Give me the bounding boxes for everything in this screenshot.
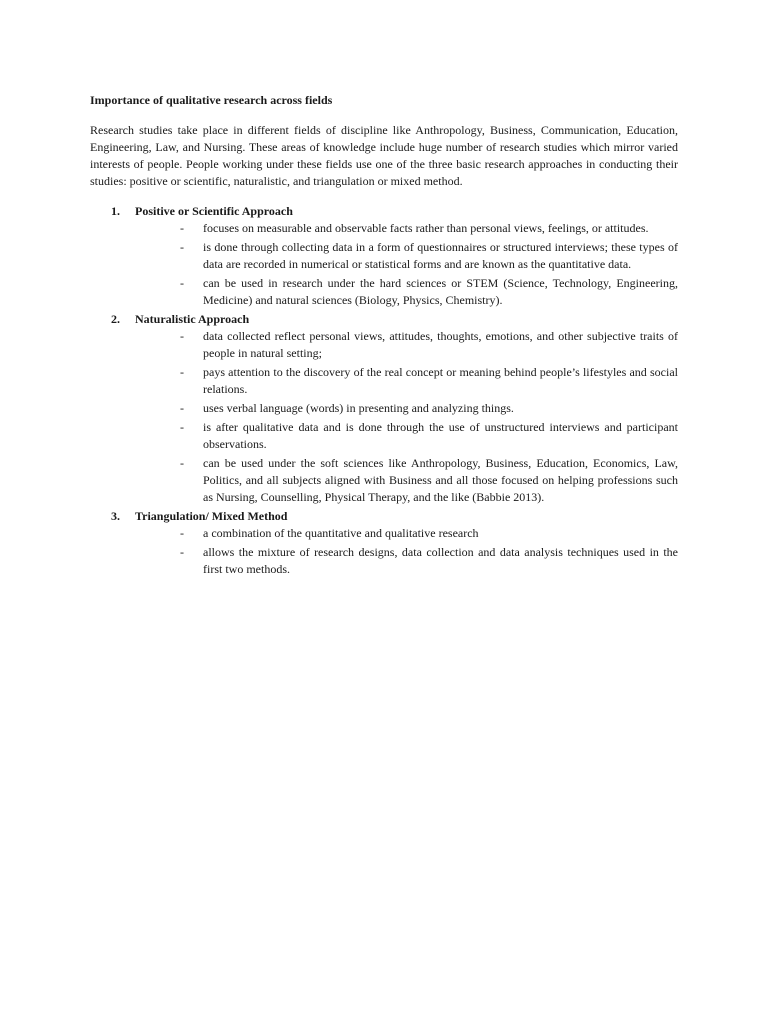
point-text: a combination of the quantitative and qualitative research [203,526,479,540]
section-number: 3. [111,509,120,523]
point-text: allows the mixture of research designs, data collection and data analysis techniques used in the first two methods. [203,545,678,576]
point-list [90,525,678,578]
point-list [90,328,678,506]
list-item [90,525,678,542]
section-title: Naturalistic Approach [135,312,250,326]
dash-bullet: - [180,276,184,290]
document-page [90,92,678,580]
list-item [90,328,678,362]
list-item [90,364,678,398]
dash-bullet: - [180,221,184,235]
section-number: 2. [111,312,120,326]
point-text: focuses on measurable and observable facts rather than personal views, feelings, or attitudes. [203,221,649,235]
approach-list [90,203,678,578]
dash-bullet: - [180,456,184,470]
point-text: uses verbal language (words) in presenting and analyzing things. [203,401,514,415]
list-item [90,455,678,506]
dash-bullet: - [180,329,184,343]
point-text: is after qualitative data and is done through the use of unstructured interviews and participant observations. [203,420,678,451]
dash-bullet: - [180,240,184,254]
section-number: 1. [111,204,120,218]
dash-bullet: - [180,420,184,434]
point-text: pays attention to the discovery of the real concept or meaning behind people’s lifestyles and social relations. [203,365,678,396]
section-triangulation [90,508,678,578]
dash-bullet: - [180,545,184,559]
list-item [90,544,678,578]
dash-bullet: - [180,526,184,540]
section-naturalistic [90,311,678,506]
section-heading [90,311,678,328]
list-item [90,275,678,309]
point-text: data collected reflect personal views, attitudes, thoughts, emotions, and other subjective traits of people in natural setting; [203,329,678,360]
section-heading [90,203,678,220]
list-item [90,419,678,453]
point-text: can be used in research under the hard sciences or STEM (Science, Technology, Engineering, Medicine) and natural sciences (Biology, Physics, Chemistry). [203,276,678,307]
document-title: Importance of qualitative research across fields [90,93,333,107]
dash-bullet: - [180,365,184,379]
list-item [90,239,678,273]
point-text: can be used under the soft sciences like Anthropology, Business, Education, Economics, Law, Politics, and all subjects aligned with Business and all those focused on helping professions such as Nursing, Counselling, Physical Therapy, and the like (Babbie 2013). [203,456,678,504]
point-list [90,220,678,309]
point-text: is done through collecting data in a form of questionnaires or structured interviews; these types of data are recorded in numerical or statistical forms and are known as the quantitative data. [203,240,678,271]
section-title: Triangulation/ Mixed Method [135,509,288,523]
section-title: Positive or Scientific Approach [135,204,293,218]
list-item [90,220,678,237]
section-heading [90,508,678,525]
list-item [90,400,678,417]
intro-paragraph: Research studies take place in different fields of discipline like Anthropology, Business, Communication, Education, Engineering, Law, and Nursing. These areas of knowledge include huge number of research studies which mirror varied interests of people. People working under these fields use one of the three basic research approaches in conducting their studies: positive or scientific, naturalistic, and triangulation or mixed method. [90,123,678,188]
section-positive-scientific [90,203,678,309]
dash-bullet: - [180,401,184,415]
